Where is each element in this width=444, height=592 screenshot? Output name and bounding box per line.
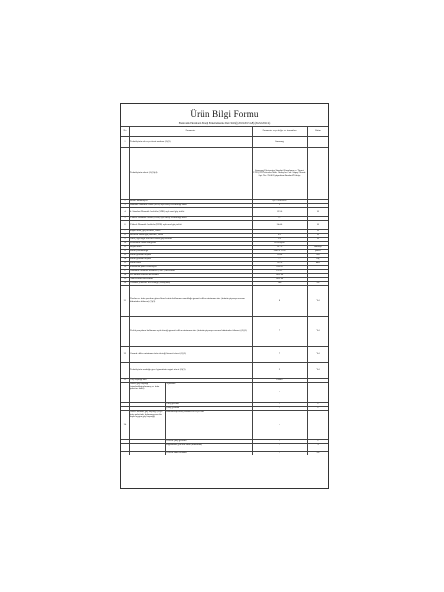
row-unit: V bbox=[317, 403, 319, 406]
document-subtitle: Elektronik Ekranların Enerji Etiketlemesine Dair Tebliğ (2019/2013 AB) (SGM 2021/4) bbox=[178, 122, 271, 125]
row-value: 144 bbox=[277, 282, 282, 285]
row-sublabel: Sağlanması gereken akım (minimum) bbox=[166, 444, 203, 447]
row-value: televizyon bbox=[274, 242, 285, 245]
row-number: 5 bbox=[124, 217, 126, 220]
row-label: Kullanılan panel teknolojisi bbox=[130, 266, 157, 269]
row-value: 7 bbox=[278, 329, 281, 333]
row-value: - bbox=[279, 422, 280, 426]
row-unit: A bbox=[317, 444, 319, 447]
row-number: 20 bbox=[123, 282, 127, 285]
row-number: 23 bbox=[123, 379, 127, 382]
row-label: Yedek parçaların kullanıma açık olacağı garanti edilen minimum süre (ürünün piyasaya arzının bitiminden itibaren) (2)(3) bbox=[130, 329, 247, 333]
row-label: Tedarikçinin adı veya ticari markası (2)(3) bbox=[130, 139, 171, 143]
row-label: Ekran görüntü boyutu bbox=[130, 254, 151, 257]
row-label: Boyut oranı bbox=[130, 246, 142, 249]
row-value: - bbox=[279, 407, 280, 410]
row-value: 162.0 bbox=[276, 262, 283, 265]
row-label: Elektronik ekran kategorisi bbox=[130, 242, 157, 245]
row-label bbox=[129, 444, 165, 451]
row-unit: Yıl bbox=[316, 298, 320, 302]
row-sublabel: Çıkış gerilimi bbox=[166, 407, 180, 410]
table-row bbox=[121, 207, 328, 216]
row-value: 2 bbox=[278, 368, 281, 372]
row-unit: W bbox=[316, 222, 320, 226]
row-value: Dahili bbox=[276, 379, 283, 382]
row-value: HAYIR bbox=[275, 278, 284, 281]
header-unit: Birim bbox=[315, 129, 321, 133]
row-sublabel: Standartlaştırılmış standart ad veya liste bbox=[166, 411, 205, 414]
row-value: 16 : 9 bbox=[276, 246, 283, 249]
row-unit: W bbox=[316, 234, 320, 237]
row-unit: W bbox=[316, 209, 320, 213]
row-value: 0.5 bbox=[278, 234, 281, 237]
row-unit bbox=[307, 411, 329, 439]
row-unit: Hz bbox=[316, 452, 320, 455]
row-unit bbox=[307, 148, 329, 199]
row-number: 12 bbox=[123, 250, 127, 253]
row-label: Garanti edilen minimum ürün desteği hizmeti süresi (2)(3) bbox=[130, 352, 186, 356]
row-unit: cm bbox=[316, 254, 320, 257]
column-divider bbox=[165, 411, 166, 439]
row-value: HAYIR bbox=[275, 274, 284, 277]
row-value: EVET bbox=[276, 270, 283, 273]
row-label: Model tanımlayıcı bbox=[130, 200, 148, 203]
row-sublabel: Gerekli çıkış gerilimi bbox=[166, 440, 187, 443]
row-unit: W bbox=[316, 230, 320, 233]
row-value: 194.8 bbox=[276, 254, 283, 257]
row-unit: V bbox=[317, 407, 319, 410]
row-label: Tedarikçinin sunduğu genel garantinin asgari süresi (2)(3) bbox=[130, 368, 186, 372]
row-label: Ses tanıma sensörü mevcuttur bbox=[130, 274, 159, 277]
row-unit: tamsayı bbox=[314, 246, 322, 249]
row-value: - bbox=[279, 452, 280, 455]
table-row bbox=[121, 316, 328, 346]
header-no: No bbox=[123, 129, 127, 133]
row-value: 77 bbox=[278, 258, 281, 261]
row-value: - bbox=[279, 390, 280, 394]
row-sublabel: Gerekli akım frekansı bbox=[166, 452, 187, 455]
table-row bbox=[121, 362, 328, 378]
row-value: 8 bbox=[278, 298, 281, 302]
table-row bbox=[121, 382, 328, 402]
row-number bbox=[121, 383, 129, 402]
row-unit: Yıl bbox=[316, 329, 320, 333]
row-number: 1 bbox=[124, 139, 126, 143]
row-label bbox=[129, 452, 165, 455]
row-label: 4. Standart Dinamik Aralık'ta (SDR) açık mod güç talebi bbox=[130, 209, 185, 213]
row-number: 6 bbox=[124, 222, 126, 226]
row-value: - bbox=[279, 444, 280, 447]
table-row bbox=[121, 346, 328, 362]
row-number: 14 bbox=[123, 258, 127, 261]
document-title: Ürün Bilgi Formu bbox=[190, 109, 259, 119]
row-label: Varsa, ağa bağlı bekleme modu güç talebine bbox=[130, 238, 173, 241]
row-value: Samsung Electronics İstanbul Pazarlama ve Ticaret LTD.ŞTİ Defterdar Mah. Otakçılar Cad. Süpaş Fibsafe Apt. No: 78/46 Eyüpsultan-İstanbul/Türkiye bbox=[253, 168, 306, 177]
row-unit bbox=[307, 137, 329, 147]
row-unit: Yıl bbox=[316, 368, 320, 372]
column-divider bbox=[129, 126, 130, 455]
row-number bbox=[121, 363, 129, 378]
row-unit: W bbox=[316, 238, 320, 241]
table-row bbox=[121, 451, 328, 455]
row-number: 9 bbox=[124, 238, 126, 241]
row-value: 123.0 bbox=[276, 209, 283, 213]
row-value: 2.0 bbox=[278, 238, 281, 241]
row-unit: dm2 bbox=[315, 262, 321, 265]
row-number: 15 bbox=[123, 262, 127, 265]
column-divider bbox=[307, 126, 308, 455]
table-header bbox=[121, 126, 328, 136]
row-value: QE77S90DAE bbox=[272, 200, 287, 203]
row-number bbox=[121, 444, 129, 451]
row-number: 7 bbox=[124, 230, 126, 233]
row-value: 3840 x 2160 bbox=[273, 250, 286, 253]
row-number: 21 bbox=[123, 298, 127, 302]
row-label: Güç kaynağı türü bbox=[130, 379, 147, 382]
product-info-table bbox=[121, 126, 328, 489]
row-number: 19 bbox=[123, 278, 127, 281]
row-value: OLED bbox=[276, 266, 283, 269]
row-number: 16 bbox=[123, 266, 127, 269]
row-sublabel: Giriş gerilimi bbox=[166, 403, 179, 406]
row-label: Alan sensörü mevcuttur bbox=[130, 278, 153, 281]
row-label: Yüksek Dinamik Aralık'ta (HDR) açık mod güç talebi bbox=[130, 222, 182, 226]
table-row bbox=[121, 136, 328, 147]
row-unit: piksel bbox=[315, 250, 321, 253]
row-unit: Yıl bbox=[316, 352, 320, 356]
row-sublabel: Açıklama bbox=[166, 383, 176, 386]
row-number bbox=[121, 452, 129, 455]
row-unit: V bbox=[317, 440, 319, 443]
table-row bbox=[121, 147, 328, 199]
row-label: Ekran görüntü boyutu bbox=[130, 258, 151, 261]
row-number: 2 bbox=[124, 200, 126, 203]
header-value: Parametre veya değer ve formatları bbox=[262, 129, 297, 133]
row-value: Samsung bbox=[275, 139, 284, 143]
row-label: Harici güç kaynağı (standardlaştırılmamış ve ürün paketine dahil) bbox=[130, 383, 160, 391]
row-label: Ekran çözünürlüğü bbox=[130, 250, 149, 253]
row-number: 10 bbox=[123, 242, 127, 245]
row-number: 13 bbox=[123, 254, 127, 257]
row-label: Standart Dinamik Aralık (SDR) için enerji verimliliği sınıfı bbox=[130, 204, 187, 207]
column-divider bbox=[165, 444, 166, 451]
row-number: 11 bbox=[123, 246, 127, 249]
header-param: Parametre bbox=[185, 129, 196, 133]
row-value: - bbox=[279, 440, 280, 443]
column-divider bbox=[165, 452, 166, 455]
row-label: Ekran alanı bbox=[130, 262, 141, 265]
row-unit bbox=[307, 383, 329, 402]
row-number: 4 bbox=[124, 209, 126, 213]
row-number: 17 bbox=[123, 270, 127, 273]
row-number: 3 bbox=[124, 204, 126, 207]
row-label: Kapalı mod, güç talebine, varsa bbox=[130, 230, 161, 233]
table-row bbox=[121, 285, 328, 316]
row-label: Yazılım ve ürün yazılımı güncellemelerinin kullanıma sunulduğu garanti edilen minimum süre (ürünün piyasaya arzının bitiminden itibaren) (2)(3) bbox=[130, 297, 245, 303]
row-number: 22 bbox=[123, 352, 127, 356]
row-number bbox=[121, 317, 129, 346]
row-value: F bbox=[278, 204, 281, 207]
table-row bbox=[121, 220, 328, 229]
row-value: 344.0 bbox=[276, 222, 283, 226]
row-value: - bbox=[279, 403, 280, 406]
row-number: 24 bbox=[123, 422, 127, 426]
column-divider bbox=[165, 383, 166, 402]
table-row bbox=[121, 443, 328, 451]
row-label: Yüksek Dinamik Aralık (HDR) için enerji verimliliği sınıfı bbox=[130, 217, 187, 220]
row-label: Harici standart güç kaynağı (veya ürün paketinde bulunmuyorsa bir başka uygun güç kaynağı) bbox=[130, 411, 163, 419]
row-unit: inç bbox=[316, 258, 320, 261]
row-number bbox=[121, 148, 129, 199]
product-info-sheet bbox=[120, 103, 329, 489]
row-label: Otomatik Parlaklık Kontrolü (ABC) mevcuttur bbox=[130, 270, 175, 273]
row-value: G bbox=[278, 217, 281, 220]
table-row bbox=[121, 410, 328, 439]
row-label: Tedarikçinin adresi (2)(3)(4) bbox=[130, 171, 158, 175]
row-label: Bekleme modu güç talebine, varsa bbox=[130, 234, 163, 237]
row-unit: Hz bbox=[316, 282, 320, 285]
row-number: 18 bbox=[123, 274, 127, 277]
row-value: 7 bbox=[278, 352, 281, 356]
row-number: 8 bbox=[124, 234, 126, 237]
column-divider bbox=[252, 126, 253, 455]
row-label: Görüntü yenileme hızı sıklığı (varsayılan) bbox=[130, 282, 171, 285]
